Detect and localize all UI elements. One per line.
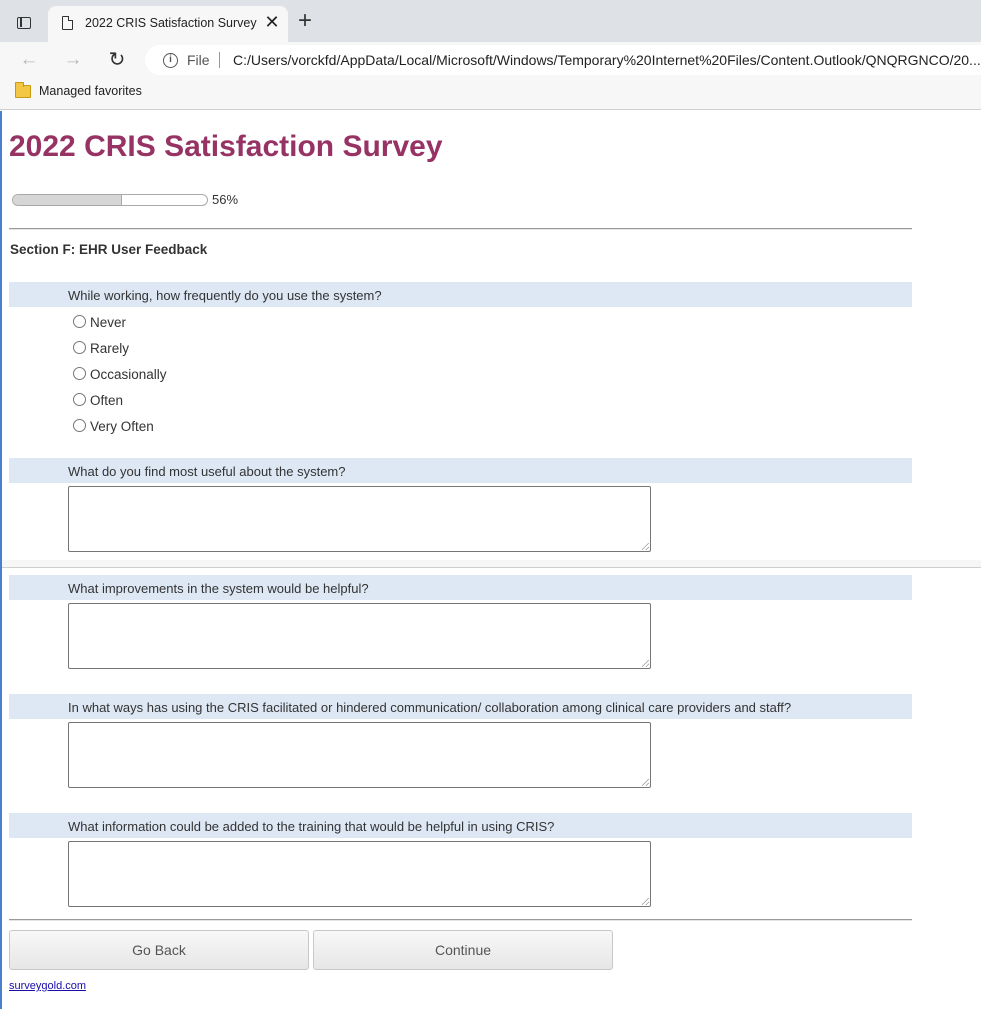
radio-button[interactable] — [73, 315, 86, 328]
question-2-text: What do you find most useful about the system? — [68, 464, 346, 479]
address-separator — [219, 52, 220, 68]
radio-button[interactable] — [73, 419, 86, 432]
tab-title: 2022 CRIS Satisfaction Survey — [85, 16, 257, 30]
page-title: 2022 CRIS Satisfaction Survey — [9, 130, 443, 163]
browser-tab[interactable] — [48, 6, 288, 42]
favorites-folder-label[interactable]: Managed favorites — [39, 84, 142, 98]
progress-label: 56% — [212, 192, 239, 207]
radio-label[interactable]: Rarely — [90, 341, 130, 356]
folder-icon[interactable] — [15, 85, 31, 98]
section-title: Section F: EHR User Feedback — [10, 242, 208, 257]
question-3-text: What improvements in the system would be helpful? — [68, 581, 369, 596]
question-5-text: What information could be added to the training that would be helpful in using CRIS? — [68, 819, 555, 834]
radio-label[interactable]: Never — [90, 315, 127, 330]
answer-textarea-1[interactable] — [68, 486, 651, 552]
survey-page — [0, 111, 981, 1009]
question-2-band — [9, 458, 912, 483]
radio-label[interactable]: Occasionally — [90, 367, 167, 382]
info-icon[interactable]: i — [163, 53, 178, 68]
question-5-band — [9, 813, 912, 838]
question-1-text: While working, how frequently do you use the system? — [68, 288, 382, 303]
radio-button[interactable] — [73, 367, 86, 380]
radio-label[interactable]: Often — [90, 393, 124, 408]
forward-arrow-icon[interactable]: → — [63, 49, 83, 70]
browser-toolbar — [0, 42, 981, 78]
favorites-bar — [0, 78, 981, 110]
answer-textarea-2[interactable] — [68, 603, 651, 669]
answer-textarea-4[interactable] — [68, 841, 651, 907]
answer-textarea-3[interactable] — [68, 722, 651, 788]
divider-top — [9, 228, 912, 230]
progress-fill — [13, 195, 122, 205]
continue-button[interactable]: Continue — [313, 930, 613, 970]
viewport-seam — [2, 560, 981, 567]
new-tab-icon[interactable]: + — [297, 7, 312, 34]
radio-label[interactable]: Very Often — [90, 419, 154, 434]
radio-button[interactable] — [73, 341, 86, 354]
back-arrow-icon[interactable]: ← — [19, 49, 39, 70]
file-label: File — [187, 52, 210, 68]
reload-icon[interactable]: ↻ — [108, 49, 126, 71]
question-4-text: In what ways has using the CRIS facilitated or hindered communication/ collaboration among clinical care providers and staff? — [68, 700, 792, 715]
viewport-seam-line — [2, 567, 981, 568]
tab-actions-icon[interactable] — [12, 12, 34, 34]
url-text[interactable]: C:/Users/vorckfd/AppData/Local/Microsoft/Windows/Temporary%20Internet%20Files/Content.Outlook/QNQRGNCO/20... — [233, 52, 981, 68]
question-4-band — [9, 694, 912, 719]
surveygold-link[interactable]: surveygold.com — [9, 980, 87, 992]
progress-bar — [12, 194, 208, 206]
address-bar[interactable] — [145, 45, 981, 75]
close-tab-icon[interactable]: ✕ — [264, 12, 280, 32]
question-3-band — [9, 575, 912, 600]
radio-button[interactable] — [73, 393, 86, 406]
divider-bottom — [9, 919, 912, 921]
go-back-button[interactable]: Go Back — [9, 930, 309, 970]
page-icon — [62, 16, 73, 30]
question-1-band — [9, 282, 912, 307]
browser-tab-bar — [0, 0, 981, 42]
